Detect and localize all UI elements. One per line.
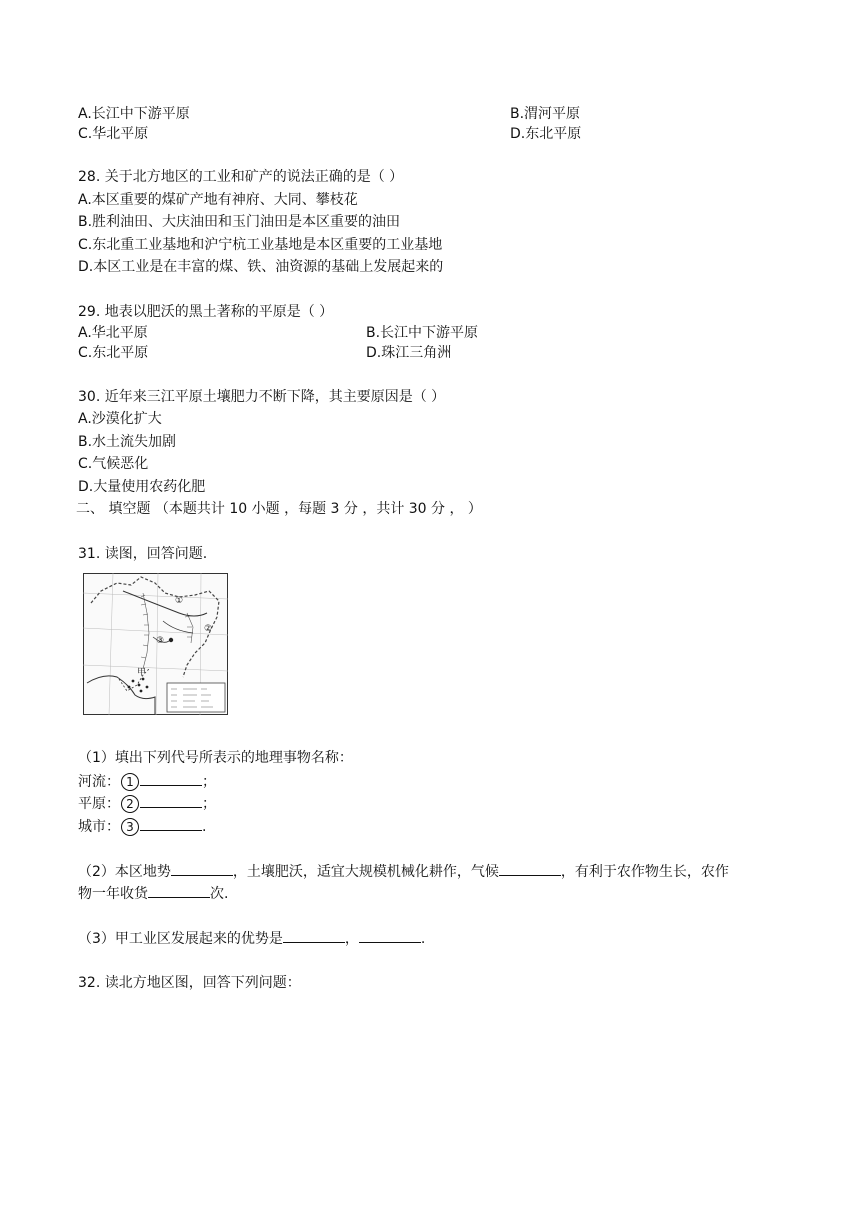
q30-option-c: C.气候恶化 <box>78 456 149 472</box>
q31-part1: （1）填出下列代号所表示的地理事物名称： <box>78 750 353 766</box>
q30-option-d: D.大量使用农药化肥 <box>78 479 206 495</box>
map-label-jia: 甲 <box>137 668 147 678</box>
answer-blank-plain[interactable] <box>140 793 202 808</box>
answer-blank-terrain[interactable] <box>171 861 233 876</box>
q31-plain-line <box>78 793 216 814</box>
circle-number-3: 3 <box>121 818 139 836</box>
q29-option-a: A.华北平原 <box>78 325 148 341</box>
river-label: 河流： <box>78 774 120 790</box>
answer-blank-climate[interactable] <box>499 861 561 876</box>
part2-text-a: （2）本区地势 <box>78 864 171 880</box>
semicolon: ； <box>202 774 216 790</box>
q29-option-d: D.珠江三角洲 <box>366 345 452 361</box>
q29-stem: 29. 地表以肥沃的黑土著称的平原是（ ） <box>78 304 334 320</box>
q30-option-a: A.沙漠化扩大 <box>78 411 162 427</box>
q28-option-b: B.胜利油田、大庆油田和玉门油田是本区重要的油田 <box>78 214 401 230</box>
semicolon: ； <box>202 796 216 812</box>
q28-option-c: C.东北重工业基地和沪宁杭工业基地是本区重要的工业基地 <box>78 237 443 253</box>
q32-stem: 32. 读北方地区图，回答下列问题： <box>78 975 301 991</box>
q27-option-d: D.东北平原 <box>510 126 582 142</box>
map-marker-1: ① <box>175 596 184 606</box>
q29-option-b: B.长江中下游平原 <box>366 325 479 341</box>
part3-text-b: ， <box>344 931 359 947</box>
map-marker-3: ③ <box>156 636 165 646</box>
part3-text-c: . <box>420 931 426 947</box>
q28-option-d: D.本区工业是在丰富的煤、铁、油资源的基础上发展起来的 <box>78 259 444 275</box>
q31-river-line <box>78 771 216 792</box>
circle-number-2: 2 <box>121 795 139 813</box>
answer-blank-advantage-1[interactable] <box>283 928 345 943</box>
city-dot <box>169 638 173 642</box>
q27-option-a: A.长江中下游平原 <box>78 106 190 122</box>
answer-blank-river[interactable] <box>140 771 202 786</box>
q30-option-b: B.水土流失加剧 <box>78 434 177 450</box>
part2-text-b: ，土壤肥沃，适宜大规模机械化耕作，气候 <box>232 864 499 880</box>
part2-text-e: 次. <box>210 886 229 902</box>
plain-label: 平原： <box>78 796 120 812</box>
answer-blank-harvest[interactable] <box>148 883 210 898</box>
circle-number-1: 1 <box>121 773 139 791</box>
q31-part2-line1 <box>78 861 729 882</box>
q27-option-b: B.渭河平原 <box>510 106 581 122</box>
answer-blank-city[interactable] <box>140 816 202 831</box>
q28-option-a: A.本区重要的煤矿产地有神府、大同、攀枝花 <box>78 192 358 208</box>
city-label: 城市： <box>78 819 120 835</box>
q31-part3 <box>78 928 425 949</box>
q31-part2-line2 <box>78 883 228 904</box>
northeast-map-figure <box>83 573 228 715</box>
q31-stem: 31. 读图，回答问题. <box>78 546 208 562</box>
q29-option-c: C.东北平原 <box>78 345 149 361</box>
period: . <box>202 819 207 835</box>
part3-text-a: （3）甲工业区发展起来的优势是 <box>78 931 283 947</box>
q31-city-line <box>78 816 206 837</box>
map-legend <box>167 683 225 712</box>
section-heading-fill-in: 二、 填空题 （本题共计 10 小题 ，每题 3 分 ，共计 30 分 ， ） <box>76 501 482 517</box>
q27-option-c: C.华北平原 <box>78 126 149 142</box>
part2-text-d: 物一年收货 <box>78 886 148 902</box>
answer-blank-advantage-2[interactable] <box>359 928 421 943</box>
map-marker-2: ② <box>204 624 213 634</box>
q28-stem: 28. 关于北方地区的工业和矿产的说法正确的是（ ） <box>78 169 404 185</box>
q30-stem: 30. 近年来三江平原土壤肥力不断下降，其主要原因是（ ） <box>78 389 446 405</box>
part2-text-c: ，有利于农作物生长，农作 <box>560 864 729 880</box>
